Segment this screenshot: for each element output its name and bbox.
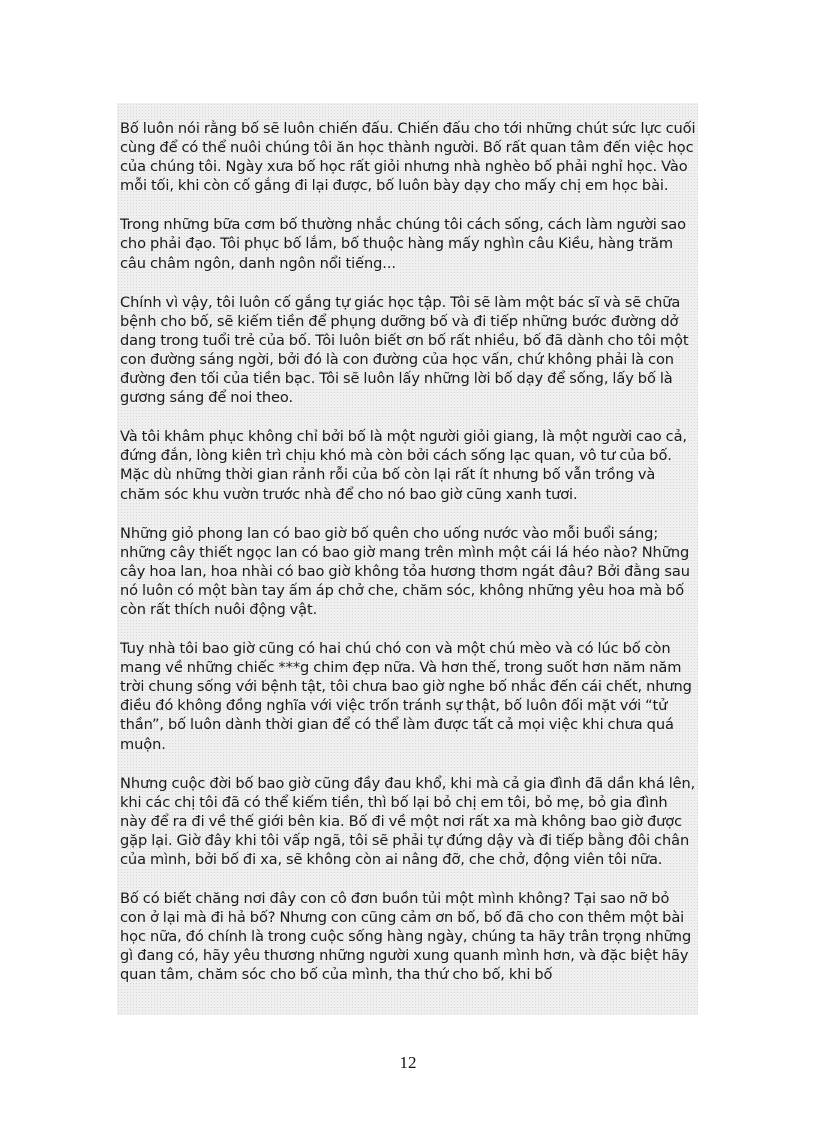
paragraph-8: Bố có biết chăng nơi đây con cô đơn buồn tủi một mình không? Tại sao nỡ bỏ con ở lại mà đi hả bố? Nhưng con cũng cảm ơn bố, bố đã cho con thêm một bài học nữa, đó chính là trong cuộc sống hàng ngày, chúng ta hãy trân trọng những gì đang có, hãy yêu thương những người xung quanh mình hơn, và đặc biệt hãy quan tâm, chăm sóc cho bố của mình, tha thứ cho bố, khi bố: [120, 890, 692, 984]
paragraph-6: Tuy nhà tôi bao giờ cũng có hai chú chó con và một chú mèo và có lúc bố còn mang về những chiếc ***g chim đẹp nữa. Và hơn thế, trong suốt hơn năm năm trời chung sống với bệnh tật, tôi chưa bao giờ nghe bố nhắc đến cái chết, nhưng điều đó không đồng nghĩa với việc trốn tránh sự thật, bố luôn đối mặt với “tử thần”, bố luôn dành thời gian để có thể làm được tất cả mọi việc khi chưa quá muộn.: [120, 640, 692, 753]
paragraph-5: Những giỏ phong lan có bao giờ bố quên cho uống nước vào mỗi buổi sáng; những cây thiết ngọc lan có bao giờ mang trên mình một cái lá héo nào? Những cây hoa lan, hoa nhài có bao giờ không tỏa hương thơm ngát đâu? Bởi đằng sau nó luôn có một bàn tay ấm áp chở che, chăm sóc, không những yêu hoa mà bố còn rất thích nuôi động vật.: [120, 524, 690, 618]
paragraph-2: Trong những bữa cơm bố thường nhắc chúng tôi cách sống, cách làm người sao cho phải đạo. Tôi phục bố lắm, bố thuộc hàng mấy nghìn câu Kiều, hàng trăm câu châm ngôn, danh ngôn nổi tiếng...: [120, 216, 686, 272]
text-block: [117, 103, 698, 1015]
paragraph-3: Chính vì vậy, tôi luôn cố gắng tự giác học tập. Tôi sẽ làm một bác sĩ và sẽ chữa bệnh cho bố, sẽ kiếm tiền để phụng dưỡng bố và đi tiếp những bước đường dở dang trong tuổi trẻ của bố. Tôi luôn biết ơn bố rất nhiều, bố đã dành cho tôi một con đường sáng ngời, bởi đó là con đường của học vấn, chứ không phải là con đường đen tối của tiền bạc. Tôi sẽ luôn lấy những lời bố dạy để sống, lấy bố là gương sáng để noi theo.: [120, 293, 689, 407]
paragraph-7: Nhưng cuộc đời bố bao giờ cũng đầy đau khổ, khi mà cả gia đình đã dần khá lên, khi các chị tôi đã có thể kiếm tiền, thì bố lại bỏ chị em tôi, bỏ mẹ, bỏ gia đình này để ra đi về thế giới bên kia. Bố đi về một nơi rất xa mà không bao giờ được gặp lại. Giờ đây khi tôi vấp ngã, tôi sẽ phải tự đứng dậy và đi tiếp bằng đôi chân của mình, bởi bố đi xa, sẽ không còn ai nâng đỡ, che chở, động viên tôi nữa.: [120, 774, 696, 868]
paragraph-1: Bố luôn nói rằng bố sẽ luôn chiến đấu. Chiến đấu cho tới những chút sức lực cuối cùng để có thể nuôi chúng tôi ăn học thành người. Bố rất quan tâm đến việc học của chúng tôi. Ngày xưa bố học rất giỏi nhưng nhà nghèo bố phải nghỉ học. Vào mỗi tối, khi còn cố gắng đi lại được, bố luôn bày dạy cho mấy chị em học bài.: [120, 120, 696, 195]
paragraph-4: Và tôi khâm phục không chỉ bởi bố là một người giỏi giang, là một người cao cả, đứng đắn, lòng kiên trì chịu khó mà còn bởi cách sống lạc quan, vô tư của bố. Mặc dù những thời gian rảnh rỗi của bố còn lại rất ít nhưng bố vẫn trồng và chăm sóc khu vườn trước nhà để cho nó bao giờ cũng xanh tươi.: [120, 428, 687, 503]
page-number: 12: [399, 1053, 417, 1072]
